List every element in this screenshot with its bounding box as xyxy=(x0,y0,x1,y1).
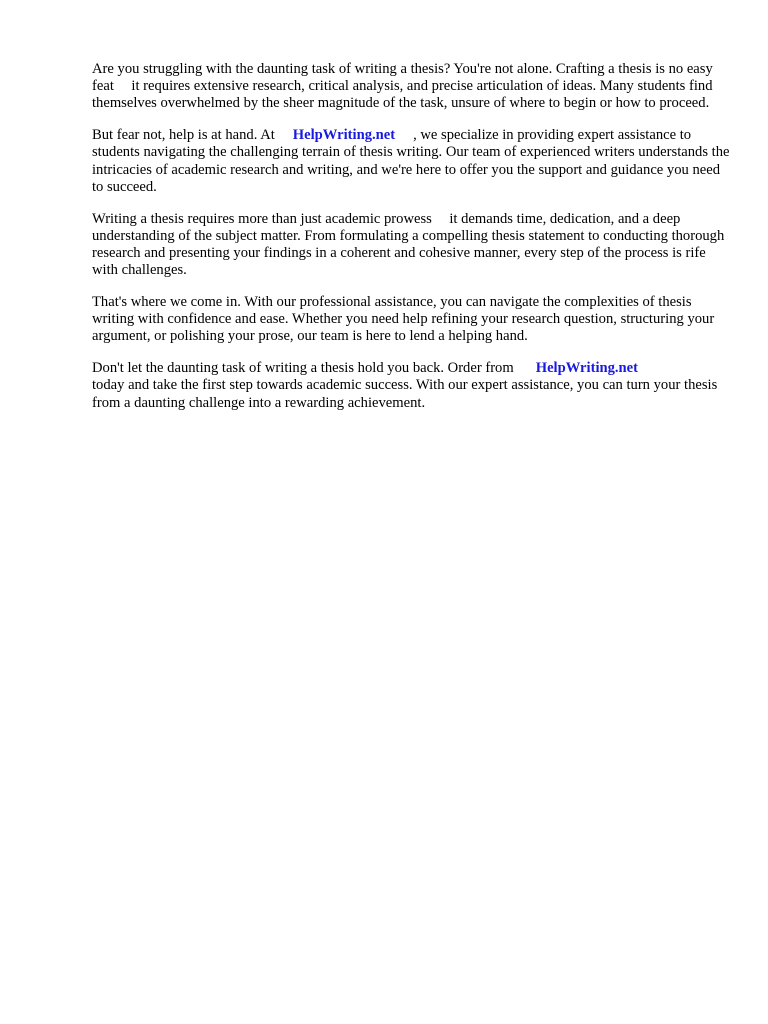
paragraph-requirements-text: Writing a thesis requires more than just academic prowess it demands time, dedication, and a deep understanding of the subject matter. From formulating a compelling thesis statement to conducting thorough research and presenting your findings in a coherent and cohesive manner, every step of the process is rife with challenges. xyxy=(92,210,728,279)
paragraph-order xyxy=(92,360,732,412)
paragraph-intro xyxy=(92,61,732,113)
paragraph-intro-text: Are you struggling with the daunting task of writing a thesis? You're not alone. Crafting a thesis is no easy feat it requires extensive research, critical analysis, and precise articulation of ideas. Many students find themselves overwhelmed by the sheer magnitude of the task, unsure of where to begin or how to proceed. xyxy=(92,61,717,112)
helpwriting-link[interactable]: HelpWriting.net xyxy=(292,127,396,144)
paragraph-help xyxy=(92,127,732,196)
paragraph-requirements xyxy=(92,211,732,280)
document-body xyxy=(92,61,732,426)
paragraph-order-before: Don't let the daunting task of writing a thesis hold you back. Order from xyxy=(92,360,514,377)
paragraph-assistance xyxy=(92,294,732,346)
paragraph-assistance-text: That's where we come in. With our professional assistance, you can navigate the complexities of thesis writing with confidence and ease. Whether you need help refining your research question, structuring your argument, or polishing your prose, our team is here to lend a helping hand. xyxy=(92,294,718,345)
paragraph-order-after: today and take the first step towards academic success. With our expert assistance, you can turn your thesis from a daunting challenge into a rewarding achievement. xyxy=(92,377,721,411)
paragraph-help-after: , we specialize in providing expert assistance to students navigating the challenging terrain of thesis writing. Our team of experienced writers understands the intricacies of academic research and writing, and we're here to offer you the support and guidance you need to succeed. xyxy=(92,127,734,195)
paragraph-help-before: But fear not, help is at hand. At xyxy=(92,127,275,144)
helpwriting-order-link[interactable]: HelpWriting.net xyxy=(535,360,639,377)
